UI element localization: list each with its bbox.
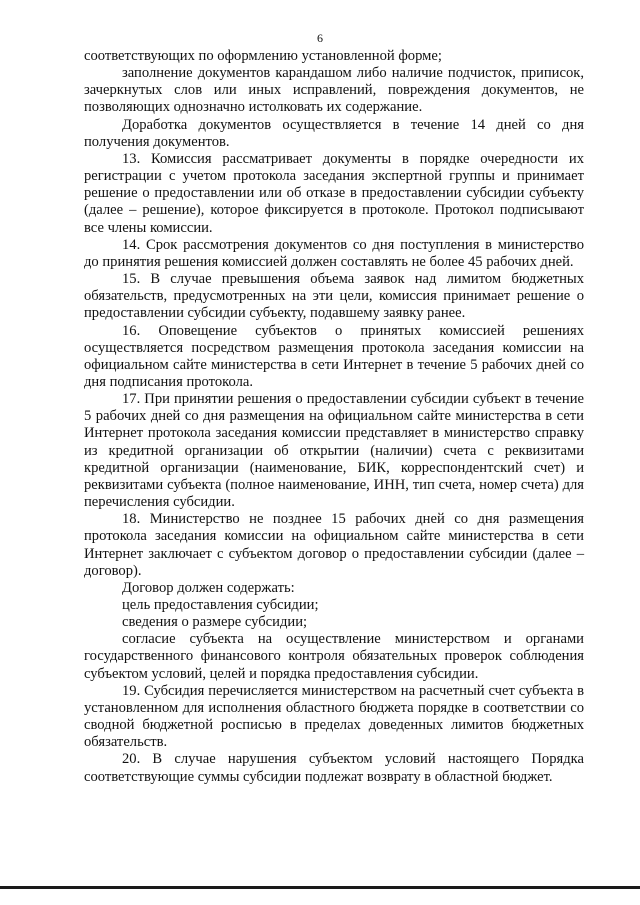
paragraph-continuation: соответствующих по оформлению установленной форме; [84, 48, 442, 64]
paragraph-control-consent: согласие субъекта на осуществление министерством и органами государственного финансового контроля обязательных проверок соблюдения субъектом условий, целей и порядка предоставления субсидии. [84, 631, 584, 682]
document-body [84, 48, 584, 786]
paragraph-revision-period: Доработка документов осуществляется в течение 14 дней со дня получения документов. [84, 116, 584, 150]
paragraph-16: 16. Оповещение субъектов о принятых комиссией решениях осуществляется посредством размещения протокола заседания комиссии на официальном сайте министерства в сети Интернет в течение 5 рабочих дней со дня подписания протокола. [84, 322, 584, 390]
paragraph-14: 14. Срок рассмотрения документов со дня поступления в министерство до принятия решения комиссией должен составлять не более 45 рабочих дней. [84, 236, 584, 270]
paragraph-subsidy-amount: сведения о размере субсидии; [122, 614, 308, 631]
scan-bottom-edge [0, 886, 640, 889]
paragraph-20: 20. В случае нарушения субъектом условий настоящего Порядка соответствующие суммы субсидии подлежат возврату в областной бюджет. [84, 751, 584, 785]
paragraph-17: 17. При принятии решения о предоставлении субсидии субъект в течение 5 рабочих дней со дня размещения на официальном сайте министерства в сети Интернет протокола заседания комиссии представляет в министерство справку из кредитной организации об открытии (наличии) счета с реквизитами кредитной организации (наименование, БИК, корреспондентский счет) и реквизитами субъекта (полное наименование, ИНН, тип счета, номер счета) для перечисления субсидии. [84, 391, 584, 511]
paragraph-15: 15. В случае превышения объема заявок над лимитом бюджетных обязательств, предусмотренных на эти цели, комиссия принимает решение о предоставлении субсидии субъекту, подавшему заявку ранее. [84, 271, 584, 322]
paragraph-19: 19. Субсидия перечисляется министерством на расчетный счет субъекта в установленном для исполнения областного бюджета порядке в соответствии со сводной бюджетной росписью в пределах доведенных лимитов бюджетных обязательств. [84, 682, 584, 751]
paragraph-contract-contents: Договор должен содержать: [122, 579, 295, 596]
paragraph-18: 18. Министерство не позднее 15 рабочих дней со дня размещения протокола заседания комиссии на официальном сайте министерства в сети Интернет заключает с субъектом договор о предоставлении субсидии (далее – договор). [84, 511, 584, 579]
page-number: 6 [317, 31, 323, 45]
paragraph-13: 13. Комиссия рассматривает документы в порядке очередности их регистрации с учетом протокола заседания экспертной группы и принимает решение о предоставлении или об отказе в предоставлении субсидии субъекту (далее – решение), которое фиксируется в протоколе. Протокол подписывают все члены комиссии. [84, 150, 584, 236]
paragraph-pencil-corrections: заполнение документов карандашом либо наличие подчисток, приписок, зачеркнутых слов или иных исправлений, повреждения документов, не позволяющих однозначно истолковать их содержание. [84, 65, 584, 116]
paragraph-subsidy-purpose: цель предоставления субсидии; [122, 597, 319, 613]
